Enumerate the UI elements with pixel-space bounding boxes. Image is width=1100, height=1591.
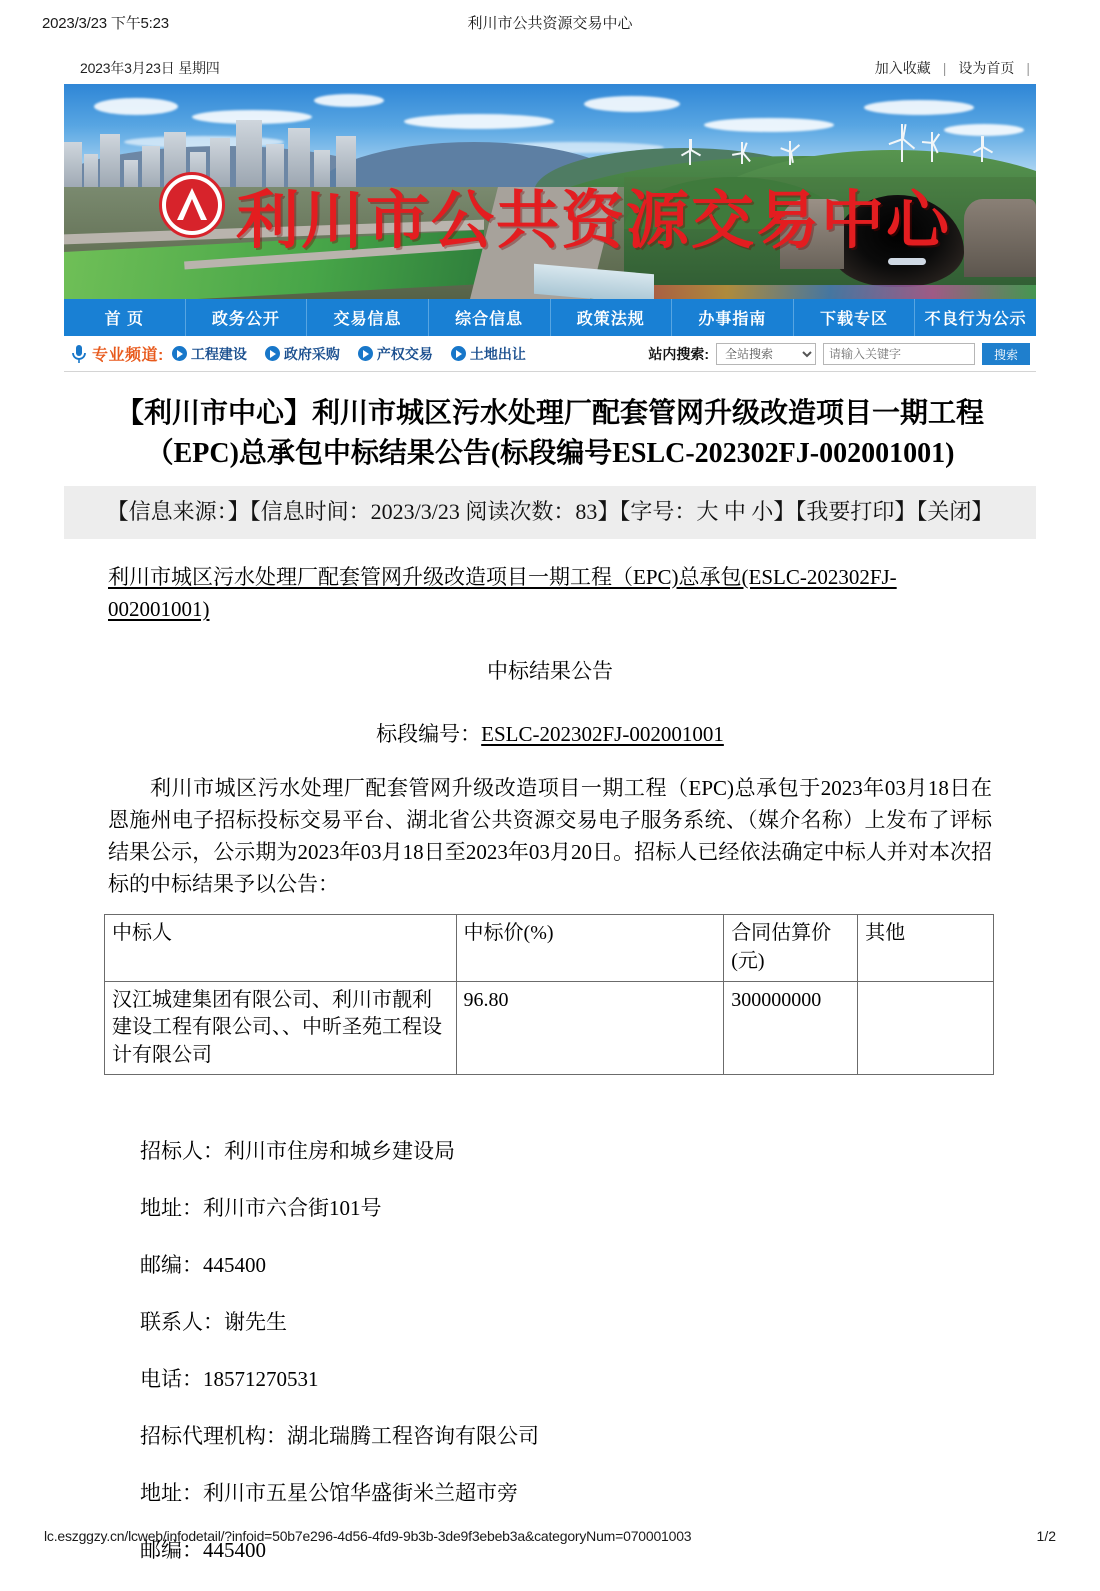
contact-agency-zip-label: 邮编：: [140, 1538, 203, 1563]
th-other: 其他: [858, 915, 994, 981]
channel-link-engineering[interactable]: [172, 344, 247, 364]
contact-tenderer-phone: [140, 1363, 1036, 1420]
channel-link-engineering-label: 工程建设: [190, 345, 247, 362]
channel-bar: [64, 336, 1036, 372]
cloud-shape: [584, 96, 680, 112]
article-body: [64, 539, 1036, 901]
contact-tenderer-person-value: 谢先生: [224, 1310, 287, 1335]
contact-agency-label: 招标代理机构：: [140, 1424, 287, 1449]
contact-tenderer-value: 利川市住房和城乡建设局: [224, 1139, 455, 1164]
contact-agency: [140, 1420, 1036, 1477]
utility-separator-1: |: [942, 60, 947, 76]
bid-number-value: ESLC-202302FJ-002001001: [481, 722, 724, 747]
contact-tenderer-zip: [140, 1249, 1036, 1306]
site-page: [64, 52, 1036, 1591]
contact-tenderer-phone-label: 电话：: [140, 1367, 203, 1392]
print-footer-page: 1/2: [1036, 1528, 1056, 1544]
contact-tenderer-address-label: 地址：: [140, 1196, 203, 1221]
cloud-shape: [864, 100, 974, 115]
article: [64, 372, 1036, 1591]
print-timestamp: 2023/3/23 下午5:23: [42, 15, 169, 32]
channel-label: 专业频道:: [92, 347, 164, 364]
article-meta-bar: [64, 486, 1036, 539]
contact-tenderer-zip-label: 邮编：: [140, 1253, 203, 1278]
search-scope-select[interactable]: [716, 343, 816, 365]
wind-turbine-icon: [976, 136, 988, 162]
meta-time: 【信息时间：2023/3/23 阅读次数：83】: [249, 498, 620, 524]
nav-item-home[interactable]: 首 页: [64, 299, 186, 336]
contact-tenderer-person: [140, 1306, 1036, 1363]
wind-turbine-icon: [684, 139, 696, 165]
channel-link-property-rights-label: 产权交易: [376, 345, 433, 362]
meta-fontsize-controls[interactable]: 【字号：大 中 小】: [619, 498, 796, 524]
contact-agency-address-value: 利川市五星公馆华盛街米兰超市旁: [203, 1481, 518, 1506]
td-contract-estimate: 300000000: [724, 981, 858, 1075]
site-search: [648, 336, 1030, 372]
play-circle-icon: [358, 346, 373, 361]
page-title: [64, 372, 1036, 486]
nav-item-download-zone[interactable]: 下载专区: [794, 299, 916, 336]
search-button[interactable]: 搜索: [982, 343, 1030, 365]
cloud-shape: [94, 98, 178, 115]
search-label: 站内搜索:: [648, 346, 709, 362]
play-circle-icon: [265, 346, 280, 361]
contact-tenderer-address: [140, 1192, 1036, 1249]
channel-link-land-transfer[interactable]: [451, 344, 526, 364]
microphone-icon: [70, 344, 88, 364]
contact-tenderer: [140, 1135, 1036, 1192]
cloud-shape: [314, 94, 384, 107]
contact-tenderer-zip-value: 445400: [203, 1253, 266, 1278]
contact-tenderer-phone-value: 18571270531: [203, 1367, 319, 1392]
visitor-crowd: [624, 285, 1036, 299]
print-footer: [0, 1516, 1100, 1556]
play-circle-icon: [172, 346, 187, 361]
nav-item-misconduct-disclosure[interactable]: 不良行为公示: [924, 311, 1027, 328]
site-banner: [64, 84, 1036, 299]
print-doc-title: 利川市公共资源交易中心: [467, 15, 633, 32]
bid-number-label: 标段编号：: [376, 722, 482, 747]
channel-link-property-rights[interactable]: [358, 344, 433, 364]
td-other: [858, 981, 994, 1075]
channel-link-land-transfer-label: 土地出让: [469, 345, 526, 362]
contact-tenderer-person-label: 联系人：: [140, 1310, 224, 1335]
nav-item-government-affairs[interactable]: 政务公开: [186, 299, 308, 336]
contact-information: [64, 1075, 1036, 1591]
announcement-heading: 中标结果公告: [487, 658, 613, 683]
utility-links: [863, 58, 1030, 78]
table-row: [105, 981, 994, 1075]
channel-link-gov-procurement[interactable]: [265, 344, 340, 364]
wind-turbine-icon: [736, 142, 748, 164]
print-footer-url: lc.eszggzy.cn/lcweb/infodetail/?infoid=50b7e296-4d56-4fd9-9b3b-3de9f3ebeb3a&categoryNum=070001003: [44, 1528, 692, 1544]
contact-tenderer-label: 招标人：: [140, 1139, 224, 1164]
current-date: 2023年3月23日 星期四: [80, 60, 220, 76]
nav-item-service-guide[interactable]: 办事指南: [672, 299, 794, 336]
bid-result-table: [104, 914, 994, 1075]
td-bid-price: 96.80: [456, 981, 724, 1075]
announcement-paragraph: 利川市城区污水处理厂配套管网升级改造项目一期工程（EPC)总承包于2023年03月18日在恩施州电子招标投标交易平台、湖北省公共资源交易电子服务系统、（媒介名称）上发布了评标结果公示，公示期为2023年03月18日至2023年03月20日。招标人已经依法确定中标人并对本次招标的中标结果予以公告：: [108, 775, 992, 896]
th-contract-estimate: 合同估算价(元): [724, 915, 858, 981]
wind-turbine-icon: [894, 124, 910, 162]
cloud-shape: [944, 124, 1024, 136]
wind-turbine-icon: [926, 132, 938, 162]
meta-source: 【信息来源：】: [106, 498, 250, 524]
contact-tenderer-address-value: 利川市六合街101号: [203, 1196, 382, 1221]
meta-close-link[interactable]: 【关闭】: [916, 498, 994, 524]
th-winner: 中标人: [105, 915, 457, 981]
nav-item-trade-info[interactable]: 交易信息: [307, 299, 429, 336]
contact-agency-zip-value: 445400: [203, 1538, 266, 1563]
cloud-shape: [704, 118, 834, 132]
wind-turbine-icon: [784, 141, 796, 165]
table-header-row: [105, 915, 994, 981]
page-title-line-1: 【利川市中心】利川市城区污水处理厂配套管网升级改造项目一期工程: [115, 398, 984, 429]
main-navigation: [64, 299, 1036, 336]
contact-agency-address-label: 地址：: [140, 1481, 203, 1506]
play-circle-icon: [451, 346, 466, 361]
nav-item-policy-regulations[interactable]: 政策法规: [551, 299, 673, 336]
cloud-shape: [404, 114, 554, 129]
bid-section-number: [108, 687, 992, 751]
document-title-link[interactable]: 利川市城区污水处理厂配套管网升级改造项目一期工程（EPC)总承包(ESLC-202302FJ-002001001): [108, 564, 897, 622]
utility-bar: [64, 52, 1036, 84]
nav-item-general-info[interactable]: 综合信息: [429, 299, 551, 336]
utility-separator-2: |: [1026, 60, 1030, 76]
meta-print-link[interactable]: 【我要打印】: [795, 498, 917, 524]
lichuan-center-logo-icon: [159, 172, 225, 238]
page-title-line-2: （EPC)总承包中标结果公告(标段编号ESLC-202302FJ-002001001): [145, 437, 955, 469]
channel-link-gov-procurement-label: 政府采购: [283, 345, 340, 362]
search-input[interactable]: [823, 343, 975, 365]
add-favorite-link[interactable]: 加入收藏: [874, 60, 931, 76]
td-winner: 汉江城建集团有限公司、利川市靓利建设工程有限公司、、中昕圣苑工程设计有限公司: [105, 981, 457, 1075]
cliff-rock: [964, 199, 1036, 277]
th-bid-price: 中标价(%): [456, 915, 724, 981]
print-header: [0, 0, 1100, 46]
set-homepage-link[interactable]: 设为首页: [958, 60, 1015, 76]
contact-agency-value: 湖北瑞腾工程咨询有限公司: [287, 1424, 539, 1449]
banner-title: 利川市公共资源交易中心: [236, 186, 951, 256]
